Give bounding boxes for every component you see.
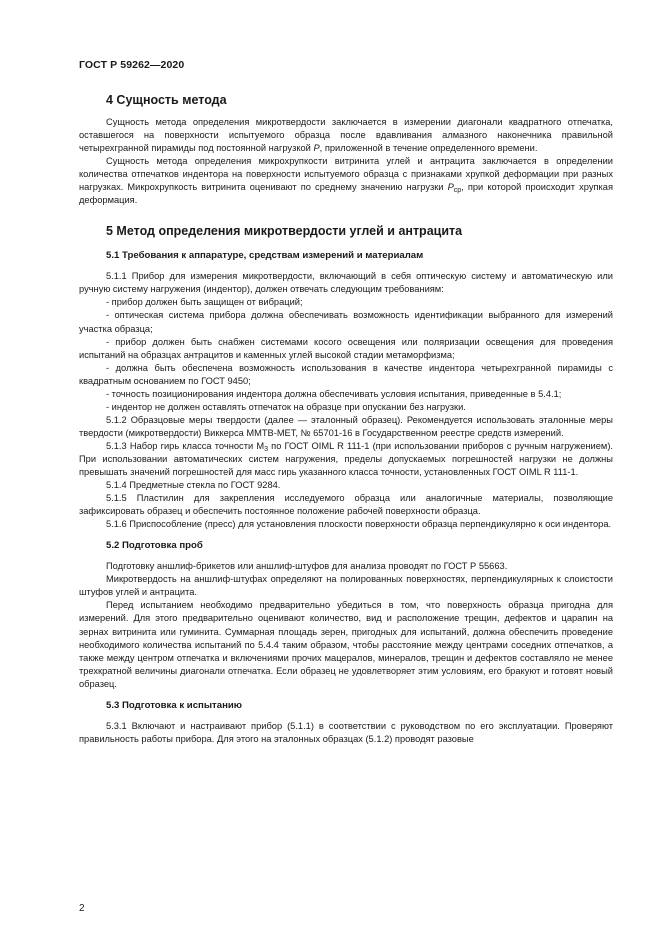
section-5-3-title: 5.3 Подготовка к испытанию [106,699,242,711]
clause-5-3-1: 5.3.1 Включают и настраивают прибор (5.1.1) в соответствии с руководством по его эксплуатации. Проверяют правильность работы прибора. Для этого на эталонных образцах (5.1.2) проводят разовые [79,720,613,744]
requirement-item: - индентор не должен оставлять отпечаток на образце при опускании без нагрузки. [106,401,466,412]
section-4-paragraph-1: Сущность метода определения микротвердости заключается в измерении диагонали квадратного отпечатка, оставшегося на поверхности испытуемого образца после вдавливания алмазного наконечника правильной четырехгранной пирамиды под постоянной нагрузкой P, приложенной в течение определенного времени. [79,117,613,154]
section-5-title: 5 Метод определения микротвердости углей и антрацита [106,224,463,239]
clause-5-1-5: 5.1.5 Пластилин для закрепления исследуемого образца или аналогичные материалы, позволяющие зафиксировать образец и обеспечить постоянное положение рабочей поверхности образца. [79,493,613,517]
section-5-1-title: 5.1 Требования к аппаратуре, средствам измерений и материалам [106,250,424,262]
clause-5-1-1: 5.1.1 Прибор для измерения микротвердости, включающий в себя оптическую систему и автоматическую или ручную систему нагружения (индентор), должен отвечать следующим требованиям: [79,271,613,295]
section-5-2-paragraph-2: Микротвердость на аншлиф-штуфах определяют на полированных поверхностях, перпендикулярных к слоистости штуфов углей и антрацита. [79,574,613,598]
page-number: 2 [79,903,85,914]
clause-5-1-3: 5.1.3 Набор гирь класса точности $М_3$ по ГОСТ OIML R 111-1 (при использовании приборов с ручным нагружением). При использовании автоматических систем нагружения, пределы допускаемых погрешностей нагрузки не должны превышать значений погрешностей для масс гирь указанного класса точности, установленных ГОСТ OIML R 111-1. [79,440,613,478]
page-header: ГОСТ Р 59262—2020 [79,59,185,71]
requirement-item: - точность позиционирования индентора должна обеспечивать условия испытания, приведенные в 5.4.1; [106,388,562,399]
section-5-2-paragraph-3: Перед испытанием необходимо предварительно убедиться в том, что поверхность образца пригодна для измерений. Для этого предварительно оценивают количество, вид и расположение трещин, дефектов и царапин на зернах витринита или гуминита. Суммарная площадь зерен, пригодных для испытаний, должна обеспечить проведение необходимого количества испытаний по 5.4.4 таким образом, чтобы расстояние между центрами соседних отпечатков, а также между центром отпечатка и включениями прочих мацералов, минералов, трещин и дефектов составляло не менее трехкратной величины диагонали отпечатка. Если образец не удовлетворяет этим условиям, его бракуют и готовят новый образец. [79,600,613,689]
clause-5-1-4: 5.1.4 Предметные стекла по ГОСТ 9284. [106,480,281,491]
section-5-2-paragraph-1: Подготовку аншлиф-брикетов или аншлиф-штуфов для анализа проводят по ГОСТ Р 55663. [106,561,508,572]
clause-5-1-6: 5.1.6 Приспособление (пресс) для установления плоскости поверхности образца перпендикулярно к оси индентора. [106,519,612,530]
section-4-title: 4 Сущность метода [106,93,227,107]
section-5-2-title: 5.2 Подготовка проб [106,540,203,552]
requirement-item: - прибор должен быть защищен от вибраций; [106,297,303,308]
requirement-item: - прибор должен быть снабжен системами косого освещения или поляризации освещения для проведения испытаний на образцах антрацитов и каменных углей высокой стадии метаморфизма; [79,336,613,360]
requirement-item: - должна быть обеспечена возможность использования в качестве индентора четырехгранной пирамиды с квадратным основанием по ГОСТ 9450; [79,362,613,386]
page-content [79,92,613,746]
section-4-paragraph-2: Сущность метода определения микрохрупкости витринита углей и антрацита заключается в определении количества отпечатков индентора на поверхности испытуемого образца с признаками хрупкой деформации при разных нагрузках. Микрохрупкость витринита оценивают по среднему значению нагрузки $P_{ср}$, при которой происходит хрупкая деформация. [79,156,613,206]
clause-5-1-2: 5.1.2 Образцовые меры твердости (далее — эталонный образец). Рекомендуется использовать эталонные меры твердости (микротвердости) Виккерса ММТВ-МЕТ, № 65701-16 в Государственном реестре средств измерений. [79,414,613,438]
requirement-item: - оптическая система прибора должна обеспечивать возможность идентификации выбранного для измерений участка образца; [79,310,613,334]
